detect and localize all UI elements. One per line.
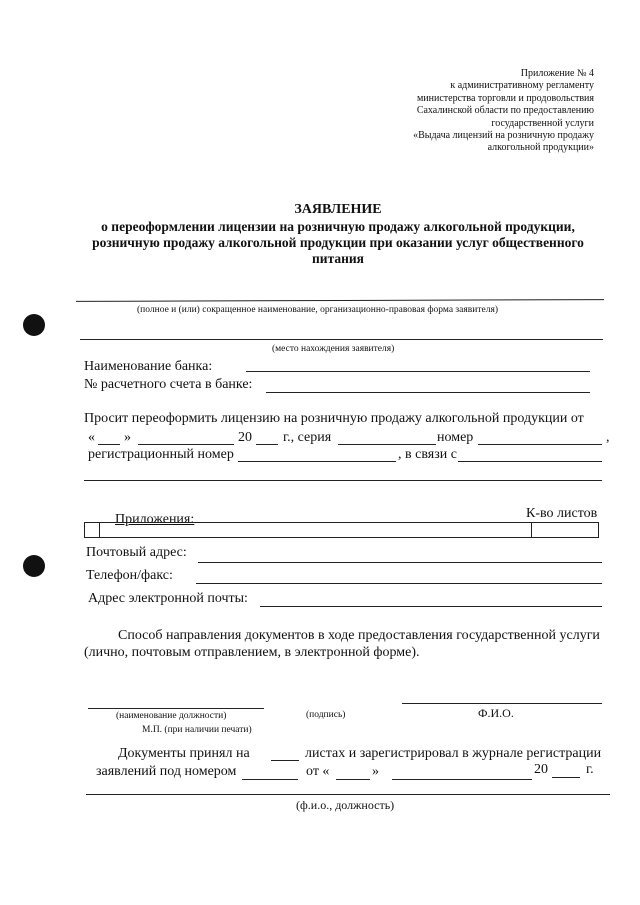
document-title: ЗАЯВЛЕНИЕ: [294, 202, 382, 217]
year-prefix: 20: [238, 430, 252, 445]
registration-day-field[interactable]: [336, 779, 370, 780]
registration-year-field[interactable]: [552, 777, 580, 778]
acceptor-caption: (ф.и.о., должность): [296, 798, 395, 812]
header-line: «Выдача лицензий на розничную продажу: [413, 130, 594, 142]
phone-fax-field[interactable]: [196, 583, 602, 584]
header-appendix: [413, 68, 594, 155]
attachments-label: Приложения:: [115, 512, 195, 527]
email-label: Адрес электронной почты:: [88, 591, 248, 606]
title-line-3: питания: [312, 251, 364, 266]
sheets-count-label: К-во листов: [526, 506, 598, 521]
punch-hole-bottom: [23, 555, 45, 577]
account-label: № расчетного счета в банке:: [84, 377, 253, 392]
stamp-caption: М.П. (при наличии печати): [142, 725, 252, 735]
acceptance-date-close: »: [372, 764, 379, 779]
table-row: [85, 523, 599, 538]
reg-number-label: регистрационный номер: [88, 447, 234, 462]
signature-caption: (подпись): [306, 710, 346, 720]
postal-address-label: Почтовый адрес:: [86, 545, 187, 560]
position-caption: (наименование должности): [116, 711, 227, 721]
bank-label: Наименование банка:: [84, 359, 213, 374]
applicant-location-line[interactable]: [80, 339, 603, 340]
bank-field[interactable]: [246, 371, 590, 372]
number-label: номер: [437, 430, 474, 445]
header-line: государственной услуги: [491, 117, 594, 129]
acceptance-text-3: заявлений под номером: [96, 764, 237, 779]
due-to-label: , в связи с: [398, 447, 457, 462]
delivery-method-text: Способ направления документов в ходе предоставления государственной услуги: [118, 628, 600, 643]
applicant-caption: (полное и (или) сокращенное наименование, организационно-правовая форма заявителя): [137, 305, 498, 315]
location-caption: (место нахождения заявителя): [272, 344, 395, 354]
comma: ,: [606, 430, 610, 445]
fio-caption: Ф.И.О.: [478, 706, 514, 720]
sheets-accepted-field[interactable]: [271, 760, 299, 761]
acceptance-text-2: листах и зарегистрировал в журнале регистрации: [305, 746, 602, 761]
attachment-sheets-cell[interactable]: [531, 523, 598, 538]
punch-hole-top: [23, 314, 45, 336]
account-field[interactable]: [266, 392, 590, 393]
registration-number-field[interactable]: [242, 779, 298, 780]
acceptance-year-prefix: 20: [534, 762, 548, 777]
attachment-number-cell[interactable]: [85, 523, 100, 538]
reg-number-field[interactable]: [238, 461, 396, 462]
reason-field[interactable]: [458, 461, 602, 462]
fio-field[interactable]: [402, 703, 602, 704]
header-line: министерства торговли и продовольствия: [416, 92, 594, 104]
acceptance-date-open: от «: [306, 764, 330, 779]
acceptor-field[interactable]: [86, 794, 610, 795]
license-day-field[interactable]: [98, 444, 120, 445]
position-field[interactable]: [88, 708, 264, 709]
registration-month-field[interactable]: [392, 779, 532, 780]
request-text: Просит переоформить лицензию на розничную продажу алкогольной продукции от: [84, 411, 584, 426]
header-line: Приложение № 4: [520, 68, 594, 79]
applicant-name-line[interactable]: [76, 299, 604, 302]
attachment-name-cell[interactable]: [100, 523, 532, 538]
license-number-field[interactable]: [478, 444, 602, 445]
header-line: Сахалинской области по предоставлению: [416, 105, 594, 117]
phone-fax-label: Телефон/факс:: [86, 568, 173, 583]
delivery-method-options: (лично, почтовым отправлением, в электронной форме).: [84, 645, 420, 660]
title-line-2: розничную продажу алкогольной продукции при оказании услуг общественного: [92, 235, 584, 250]
acceptance-year-suffix: г.: [586, 762, 594, 777]
header-line: алкогольной продукции»: [487, 142, 594, 154]
reason-continuation-field[interactable]: [84, 480, 602, 481]
header-line: к административному регламенту: [450, 80, 594, 92]
email-field[interactable]: [260, 606, 602, 607]
quote-close: »: [124, 430, 131, 445]
acceptance-text-1: Документы принял на: [118, 746, 250, 761]
postal-address-field[interactable]: [198, 562, 602, 563]
series-label: г., серия: [283, 430, 332, 445]
quote-open: «: [88, 430, 95, 445]
series-field[interactable]: [338, 444, 436, 445]
license-month-field[interactable]: [138, 444, 234, 445]
title-line-1: о переоформлении лицензии на розничную продажу алкогольной продукции,: [101, 219, 575, 234]
attachments-table: [84, 522, 599, 538]
license-year-field[interactable]: [256, 444, 278, 445]
